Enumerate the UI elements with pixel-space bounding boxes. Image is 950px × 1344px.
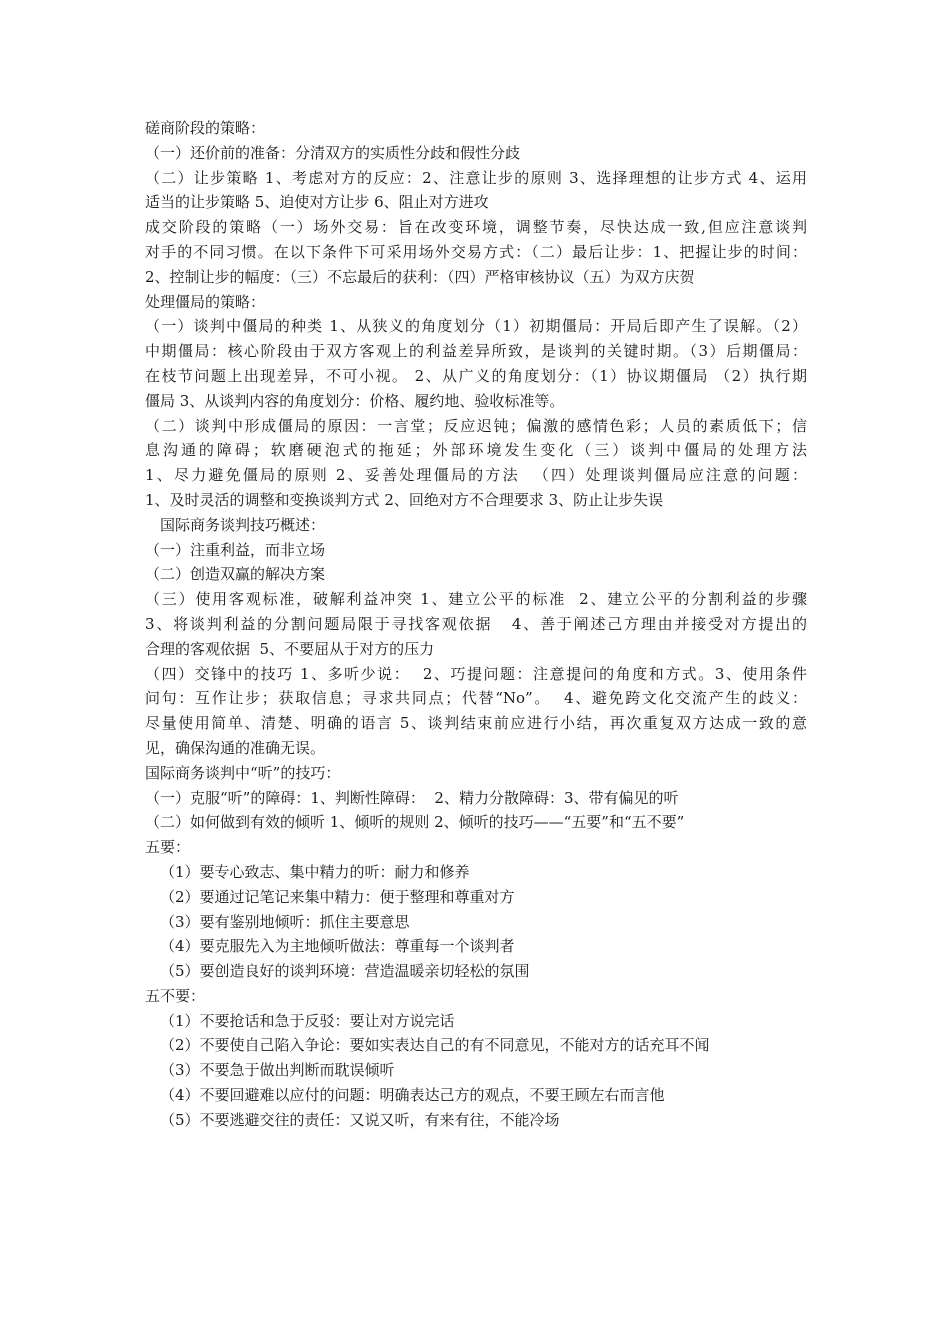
text-line: （5）要创造良好的谈判环境：营造温暖亲切轻松的氛围 xyxy=(160,962,530,981)
paragraph xyxy=(145,166,807,216)
text-line: 合理的客观依据 5、不要屈从于对方的压力 xyxy=(145,639,435,658)
text-line: （三）使用客观标准，破解利益冲突 1、建立公平的标准 2、建立公平的分割利益的步骤 xyxy=(145,590,807,609)
text-line: 国际商务谈判中“听”的技巧： xyxy=(145,763,341,782)
text-line: 中期僵局：核心阶段由于双方客观上的利益差异所致，是谈判的关键时期。（3）后期僵局： xyxy=(145,342,807,361)
paragraph xyxy=(145,786,807,811)
paragraph xyxy=(145,1083,807,1108)
text-line: 成交阶段的策略（一）场外交易：旨在改变环境，调整节奏，尽快达成一致,但应注意谈判 xyxy=(145,218,807,237)
text-line: （一）克服“听”的障碍：1、判断性障碍： 2、精力分散障碍：3、带有偏见的听 xyxy=(145,788,679,807)
text-line: 僵局 3、从谈判内容的角度划分：价格、履约地、验收标准等。 xyxy=(145,391,565,410)
text-line: 在枝节问题上出现差异，不可小视。 2、从广义的角度划分：（1）协议期僵局 （2）执行期 xyxy=(145,366,807,385)
paragraph xyxy=(145,910,807,935)
document-body xyxy=(145,116,807,1133)
paragraph xyxy=(145,141,807,166)
text-line: 3、将谈判利益的分割问题局限于寻找客观依据 4、善于阐述己方理由并接受对方提出的 xyxy=(145,614,807,633)
paragraph xyxy=(145,414,807,513)
paragraph xyxy=(145,587,807,661)
paragraph xyxy=(145,984,807,1009)
text-line: （3）不要急于做出判断而耽误倾听 xyxy=(160,1061,395,1080)
text-line: （四）交锋中的技巧 1、多听少说： 2、巧提问题：注意提问的角度和方式。3、使用条件 xyxy=(145,664,807,683)
text-line: （2）要通过记笔记来集中精力：便于整理和尊重对方 xyxy=(160,887,515,906)
text-line: （二）谈判中形成僵局的原因：一言堂；反应迟钝；偏激的感情色彩；人员的素质低下；信 xyxy=(145,416,807,435)
text-line: 五要： xyxy=(145,838,191,857)
text-line: （二）创造双赢的解决方案 xyxy=(145,565,326,584)
text-line: （1）不要抢话和急于反驳：要让对方说完话 xyxy=(160,1011,455,1030)
paragraph xyxy=(145,959,807,984)
paragraph xyxy=(145,538,807,563)
text-line: （二）如何做到有效的倾听 1、倾听的规则 2、倾听的技巧——“五要”和“五不要” xyxy=(145,813,685,832)
paragraph xyxy=(145,1033,807,1058)
text-line: （5）不要逃避交往的责任：又说又听，有来有往，不能冷场 xyxy=(160,1110,560,1129)
paragraph xyxy=(145,290,807,315)
text-line: 息沟通的障碍；软磨硬泡式的拖延；外部环境发生变化（三）谈判中僵局的处理方法 xyxy=(145,441,807,460)
text-line: 对手的不同习惯。在以下条件下可采用场外交易方式：（二）最后让步：1、把握让步的时间： xyxy=(145,242,807,261)
paragraph xyxy=(145,513,807,538)
text-line: （一）谈判中僵局的种类 1、从狭义的角度划分（1）初期僵局：开局后即产生了误解。（2） xyxy=(145,317,807,336)
text-line: 1、尽力避免僵局的原则 2、妥善处理僵局的方法 （四）处理谈判僵局应注意的问题： xyxy=(145,466,807,485)
paragraph xyxy=(145,1108,807,1133)
text-line: （3）要有鉴别地倾听：抓住主要意思 xyxy=(160,912,410,931)
text-line: 国际商务谈判技巧概述： xyxy=(160,515,326,534)
text-line: 尽量使用简单、清楚、明确的语言 5、谈判结束前应进行小结，再次重复双方达成一致的意 xyxy=(145,714,807,733)
text-line: （4）要克服先入为主地倾听做法：尊重每一个谈判者 xyxy=(160,937,515,956)
paragraph xyxy=(145,934,807,959)
paragraph xyxy=(145,314,807,413)
text-line: （2）不要使自己陷入争论：要如实表达自己的有不同意见，不能对方的话充耳不闻 xyxy=(160,1036,710,1055)
text-line: （二）让步策略 1、考虑对方的反应：2、注意让步的原则 3、选择理想的让步方式 4、运用 xyxy=(145,168,807,187)
text-line: 2、控制让步的幅度：（三）不忘最后的获利：（四）严格审核协议（五）为双方庆贺 xyxy=(145,267,695,286)
paragraph xyxy=(145,761,807,786)
paragraph xyxy=(145,1058,807,1083)
text-line: 1、及时灵活的调整和变换谈判方式 2、回绝对方不合理要求 3、防止让步失误 xyxy=(145,490,664,509)
paragraph xyxy=(145,1009,807,1034)
paragraph xyxy=(145,810,807,835)
paragraph xyxy=(145,860,807,885)
text-line: 五不要： xyxy=(145,986,206,1005)
paragraph xyxy=(145,662,807,761)
paragraph xyxy=(145,835,807,860)
text-line: 见，确保沟通的准确无误。 xyxy=(145,738,326,757)
text-line: 问句：互作让步；获取信息；寻求共同点；代替“No”。 4、避免跨文化交流产生的歧义： xyxy=(145,689,807,708)
paragraph xyxy=(145,885,807,910)
text-line: （一）还价前的准备：分清双方的实质性分歧和假性分歧 xyxy=(145,143,521,162)
paragraph xyxy=(145,116,807,141)
text-line: 处理僵局的策略： xyxy=(145,292,266,311)
text-line: 磋商阶段的策略： xyxy=(145,119,266,137)
text-line: （1）要专心致志、集中精力的听：耐力和修养 xyxy=(160,862,470,881)
text-line: （4）不要回避难以应付的问题：明确表达己方的观点，不要王顾左右而言他 xyxy=(160,1086,665,1105)
text-line: （一）注重利益，而非立场 xyxy=(145,540,326,559)
paragraph xyxy=(145,562,807,587)
paragraph xyxy=(145,215,807,289)
text-line: 适当的让步策略 5、迫使对方让步 6、阻止对方进攻 xyxy=(145,193,489,212)
